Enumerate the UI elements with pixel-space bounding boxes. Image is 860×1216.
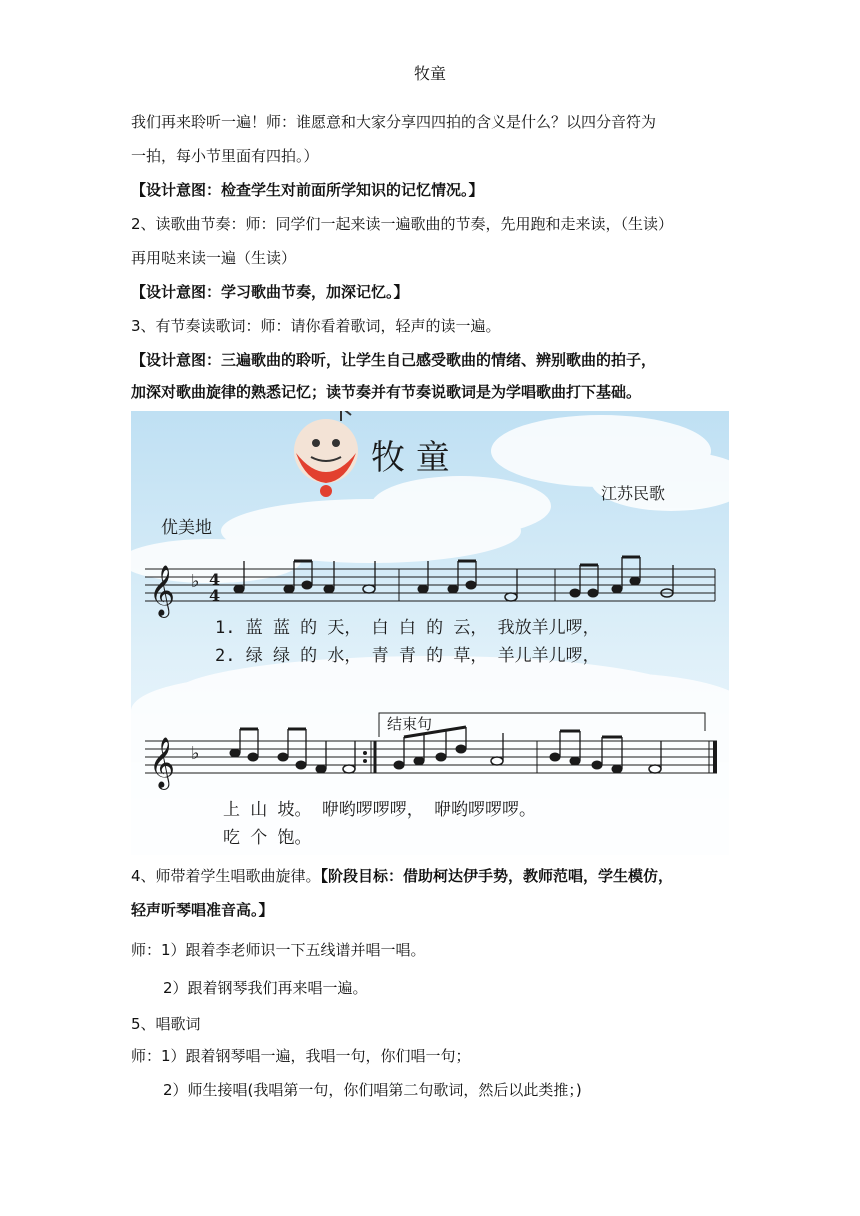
svg-text:4: 4 <box>209 586 221 605</box>
design-intent-3-line-1: 【设计意图：三遍歌曲的聆听，让学生自己感受歌曲的情绪、辨别歌曲的拍子， <box>131 351 657 369</box>
lyrics-row1-verse1: 1. 蓝 蓝 的 天， 白 白 的 云， 我放羊儿啰， <box>215 618 600 638</box>
design-intent-2: 【设计意图：学习歌曲节奏，加深记忆。】 <box>131 283 409 301</box>
repeat-dot <box>363 751 367 755</box>
treble-clef-2: 𝄞 <box>149 737 176 788</box>
stage-goal-a: 【阶段目标：借助柯达伊手势，教师范唱，学生模仿， <box>320 867 674 885</box>
paragraph-5-line-1: 师：1）跟着李老师识一下五线谱并唱一唱。 <box>131 941 426 959</box>
repeat-dot <box>363 759 367 763</box>
paragraph-5-line-2: 2）跟着钢琴我们再来唱一遍。 <box>163 979 368 997</box>
score-tempo: 优美地 <box>161 518 212 538</box>
paragraph-6: 5、唱歌词 <box>131 1015 201 1033</box>
paragraph-1-line-1: 我们再来聆听一遍！师：谁愿意和大家分享四四拍的含义是什么？以四分音符为 <box>131 113 657 131</box>
paragraph-7-line-2: 2）师生接唱(我唱第一句，你们唱第二句歌词，然后以此类推；) <box>163 1081 582 1099</box>
svg-text:4: 4 <box>209 570 221 589</box>
paragraph-4-prefix: 4、师带着学生唱歌曲旋律。 <box>131 867 321 885</box>
lyrics-row1-verse2: 2. 绿 绿 的 水， 青 青 的 草， 羊儿羊儿啰， <box>215 646 600 666</box>
paragraph-7-line-1: 师：1）跟着钢琴唱一遍，我唱一句，你们唱一句； <box>131 1047 471 1065</box>
design-intent-3-line-2: 加深对歌曲旋律的熟悉记忆；读节奏并有节奏说歌词是为学唱歌曲打下基础。 <box>131 383 642 401</box>
volta-label: 结束句 <box>387 715 433 733</box>
paragraph-1-line-2: 一拍，每小节里面有四拍。） <box>131 147 319 165</box>
design-intent-1: 【设计意图：检查学生对前面所学知识的记忆情况。】 <box>131 181 484 199</box>
stage-goal-b: 轻声听琴唱准音高。】 <box>131 901 274 919</box>
flat-sign-1: ♭ <box>191 571 200 592</box>
score-composer: 江苏民歌 <box>601 484 666 503</box>
time-signature <box>209 570 220 605</box>
lyrics-row2-verse2: 吃 个 饱。 <box>223 828 312 848</box>
page-title: 牧童 <box>413 64 446 83</box>
score-svg <box>131 411 729 855</box>
score-title: 牧 童 <box>371 438 450 478</box>
paragraph-2-line-2: 再用哒来读一遍（生读） <box>131 249 297 267</box>
flat-sign-2: ♭ <box>191 743 200 764</box>
lyrics-row2-verse1: 上 山 坡。 咿哟啰啰啰， 咿哟啰啰啰。 <box>223 800 536 820</box>
treble-clef-1: 𝄞 <box>149 565 176 616</box>
note <box>234 585 244 593</box>
paragraph-2-line-1: 2、读歌曲节奏：师：同学们一起来读一遍歌曲的节奏，先用跑和走来读，（生读） <box>131 215 674 233</box>
score-illustration <box>131 411 729 855</box>
paragraph-4 <box>131 866 673 886</box>
paragraph-3: 3、有节奏读歌词：师：请你看着歌词，轻声的读一遍。 <box>131 317 501 335</box>
